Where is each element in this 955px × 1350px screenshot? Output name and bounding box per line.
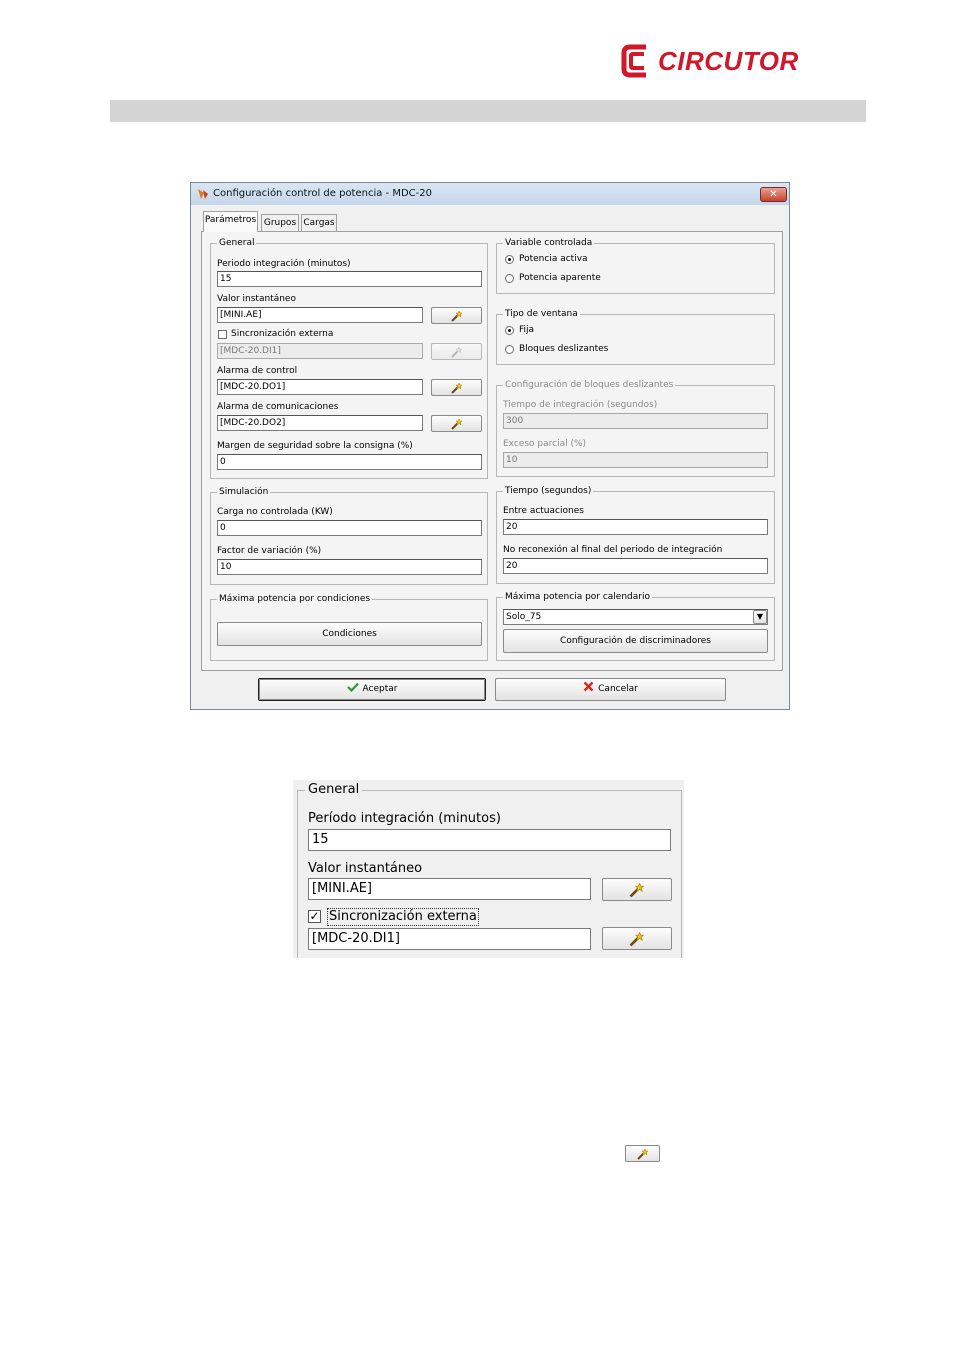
aceptar-label: Aceptar <box>362 684 398 694</box>
group-ventana <box>496 314 775 365</box>
wand-icon <box>450 310 464 322</box>
tiempo-integracion-input[interactable]: 300 <box>503 413 768 429</box>
carga-input[interactable]: 0 <box>217 520 482 536</box>
alarma-com-label: Alarma de comunicaciones <box>217 402 339 412</box>
exceso-label: Exceso parcial (%) <box>503 439 587 449</box>
circutor-logo <box>620 43 800 79</box>
sync-checkbox[interactable] <box>218 330 227 339</box>
group-variable-legend: Variable controlada <box>505 238 593 248</box>
zoom-periodo-label: Período integración (minutos) <box>308 811 501 826</box>
valor-input[interactable]: [MINI.AE] <box>217 307 423 323</box>
group-variable <box>496 243 775 294</box>
radio-bloques-label: Bloques deslizantes <box>519 344 609 354</box>
cancelar-button[interactable] <box>495 678 726 701</box>
exceso-input[interactable]: 10 <box>503 452 768 468</box>
alarma-com-input[interactable]: [MDC-20.DO2] <box>217 415 423 431</box>
sync-input[interactable]: [MDC-20.DI1] <box>217 343 423 359</box>
factor-label: Factor de variación (%) <box>217 546 322 556</box>
zoom-group-legend: General <box>305 782 362 798</box>
no-reconexion-input[interactable]: 20 <box>503 558 768 574</box>
tab-parametros[interactable]: Parámetros <box>203 211 258 232</box>
circutor-logo-icon <box>620 43 654 79</box>
periodo-label: Periodo integración (minutos) <box>217 259 351 269</box>
cancelar-label: Cancelar <box>598 684 638 694</box>
tab-cargas[interactable]: Cargas <box>301 214 337 231</box>
zoom-sync-checkbox[interactable]: ✓ <box>309 909 320 923</box>
alarma-control-input[interactable]: [MDC-20.DO1] <box>217 379 423 395</box>
valor-browse-button[interactable] <box>431 307 482 324</box>
alarma-control-browse-button[interactable] <box>431 379 482 396</box>
aceptar-button[interactable] <box>258 678 486 701</box>
zoom-valor-browse-button[interactable] <box>602 878 672 901</box>
dialog-title: Configuración control de potencia - MDC-20 <box>213 188 432 199</box>
radio-fija[interactable] <box>505 326 514 335</box>
alarma-com-browse-button[interactable] <box>431 415 482 432</box>
radio-potencia-aparente[interactable] <box>505 274 514 283</box>
zoom-valor-label: Valor instantáneo <box>308 861 423 876</box>
sync-browse-button[interactable] <box>431 343 482 360</box>
wand-icon <box>450 346 464 358</box>
entre-actuaciones-label: Entre actuaciones <box>503 506 584 516</box>
zoom-general-crop <box>293 780 684 958</box>
valor-label: Valor instantáneo <box>217 294 296 304</box>
condiciones-button[interactable]: Condiciones <box>217 622 482 646</box>
factor-input[interactable]: 10 <box>217 559 482 575</box>
config-dialog <box>190 182 790 710</box>
zoom-sync-input[interactable]: [MDC-20.DI1] <box>308 928 591 950</box>
wand-icon <box>628 882 646 898</box>
tab-panel-parametros <box>201 231 783 671</box>
check-icon <box>347 682 359 692</box>
tiempo-integracion-label: Tiempo de integración (segundos) <box>503 400 658 410</box>
discriminadores-button[interactable]: Configuración de discriminadores <box>503 629 768 653</box>
zoom-sync-label: Sincronización externa <box>329 909 477 924</box>
group-general-legend: General <box>219 238 255 248</box>
periodo-input[interactable]: 15 <box>217 271 482 287</box>
wand-icon <box>450 418 464 430</box>
calendario-select[interactable] <box>503 609 768 625</box>
tab-grupos[interactable]: Grupos <box>261 214 299 231</box>
entre-actuaciones-input[interactable]: 20 <box>503 519 768 535</box>
inline-browse-button-icon <box>625 1145 660 1162</box>
brand-name: CIRCUTOR <box>658 46 799 76</box>
section-header-bar <box>110 100 866 122</box>
wand-icon <box>628 931 646 947</box>
margen-label: Margen de seguridad sobre la consigna (%) <box>217 441 413 451</box>
group-bloques-legend: Configuración de bloques deslizantes <box>505 380 674 390</box>
radio-potencia-aparente-label: Potencia aparente <box>519 273 601 283</box>
radio-potencia-activa-label: Potencia activa <box>519 254 588 264</box>
calendario-select-value: Solo_75 <box>506 612 542 622</box>
group-tiempo-legend: Tiempo (segundos) <box>505 486 592 496</box>
no-reconexion-label: No reconexión al final del periodo de integración <box>503 545 723 555</box>
group-calendario-legend: Máxima potencia por calendario <box>505 592 650 602</box>
radio-fija-label: Fija <box>519 325 535 335</box>
group-ventana-legend: Tipo de ventana <box>505 309 578 319</box>
carga-label: Carga no controlada (KW) <box>217 507 333 517</box>
cancel-x-icon <box>583 681 594 692</box>
margen-input[interactable]: 0 <box>217 454 482 470</box>
zoom-periodo-input[interactable]: 15 <box>308 829 671 851</box>
close-button[interactable] <box>760 187 787 202</box>
radio-potencia-activa[interactable] <box>505 255 514 264</box>
title-bar <box>191 183 789 205</box>
chevron-down-icon[interactable]: ▼ <box>753 610 767 624</box>
app-icon <box>196 187 210 201</box>
wand-icon <box>636 1148 650 1160</box>
sync-label: Sincronización externa <box>231 329 334 339</box>
group-condiciones-legend: Máxima potencia por condiciones <box>219 594 371 604</box>
radio-bloques[interactable] <box>505 345 514 354</box>
close-icon: ✕ <box>769 189 778 200</box>
group-simulacion-legend: Simulación <box>219 487 269 497</box>
zoom-valor-input[interactable]: [MINI.AE] <box>308 878 591 900</box>
zoom-sync-browse-button[interactable] <box>602 927 672 950</box>
alarma-control-label: Alarma de control <box>217 366 298 376</box>
wand-icon <box>450 382 464 394</box>
